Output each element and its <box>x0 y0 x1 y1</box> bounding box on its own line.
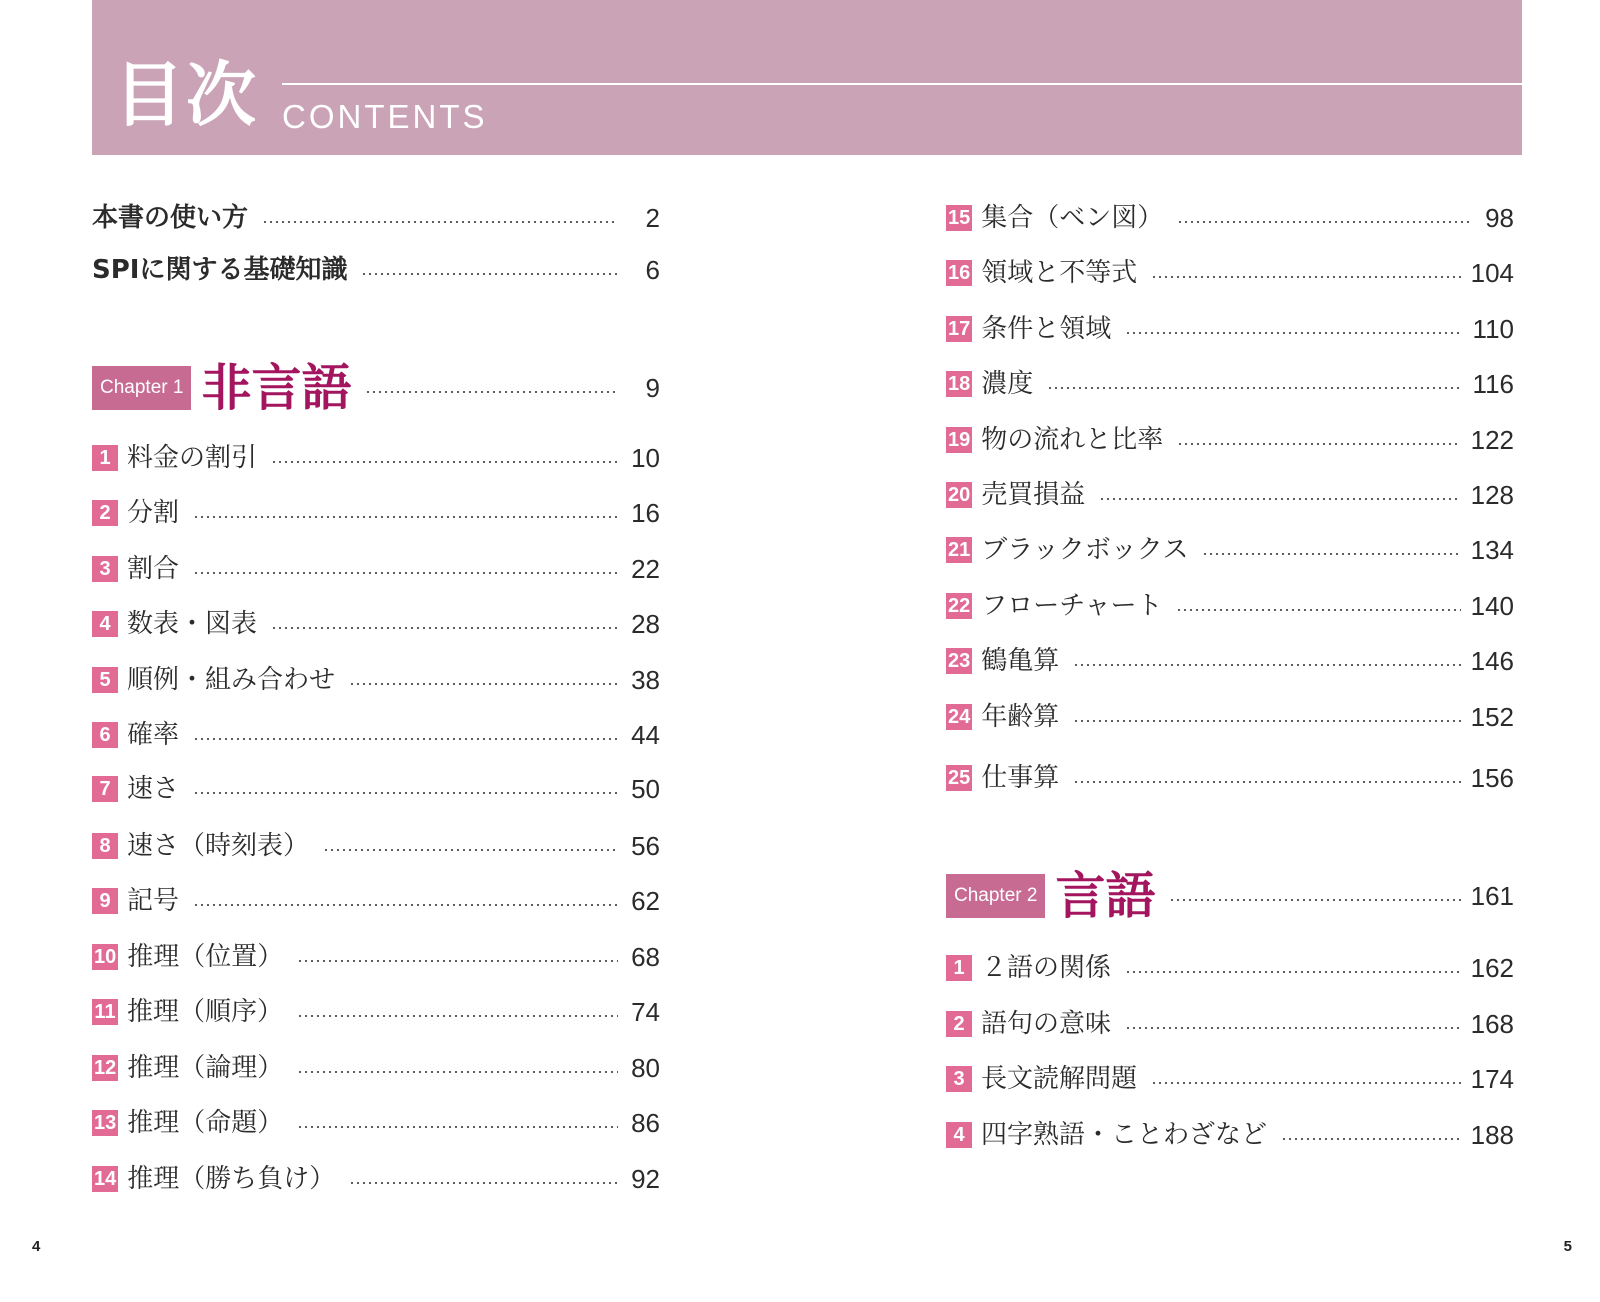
toc-entry-page: 10 <box>631 443 660 473</box>
dot-leader <box>1281 1138 1461 1140</box>
number-badge: 22 <box>948 595 971 617</box>
contents-header <box>92 0 1522 155</box>
number-badge: 23 <box>948 650 971 672</box>
toc-entry-label: SPIに関する基礎知識 <box>92 255 348 285</box>
number-badge: 25 <box>948 767 971 789</box>
number-badge: 4 <box>92 611 118 637</box>
toc-entry-page: 146 <box>1470 646 1514 676</box>
dot-leader <box>297 960 618 962</box>
toc-entry-page: 22 <box>631 554 660 584</box>
toc-entry-label: 速さ（時刻表） <box>127 831 310 861</box>
dot-leader <box>1177 443 1460 445</box>
number-badge: 6 <box>92 722 118 748</box>
toc-entry-label: 仕事算 <box>981 763 1060 793</box>
number-badge: 20 <box>948 484 971 506</box>
toc-entry-label: 確率 <box>127 720 180 750</box>
toc-entry-label: 売買損益 <box>981 480 1086 510</box>
toc-entry-label: 濃度 <box>981 369 1034 399</box>
toc-entry-label: 分割 <box>127 498 180 528</box>
dot-leader <box>1202 553 1460 555</box>
toc-entry-label: 割合 <box>127 554 180 584</box>
toc-entry[interactable] <box>92 551 660 587</box>
toc-entry[interactable] <box>946 1117 1514 1153</box>
dot-leader <box>349 683 618 685</box>
number-badge: 2 <box>946 1011 972 1037</box>
dot-leader <box>1176 609 1460 611</box>
number-badge: 24 <box>948 706 971 728</box>
number-badge: 15 <box>948 207 971 229</box>
dot-leader <box>1151 276 1460 278</box>
toc-entry-page: 86 <box>631 1108 660 1138</box>
toc-entry[interactable] <box>92 828 660 864</box>
dot-leader <box>193 738 618 740</box>
number-badge: 19 <box>948 429 971 451</box>
number-badge: 11 <box>92 999 118 1025</box>
toc-entry-page: 174 <box>1470 1064 1514 1094</box>
toc-entry[interactable] <box>946 477 1514 513</box>
dot-leader <box>1073 781 1460 783</box>
toc-entry-label: 長文読解問題 <box>981 1064 1138 1094</box>
dot-leader <box>323 849 618 851</box>
toc-entry-label: フローチャート <box>981 591 1163 621</box>
toc-entry[interactable] <box>92 771 660 807</box>
number-badge: 14 <box>94 1168 117 1190</box>
dot-leader <box>193 516 618 518</box>
toc-entry[interactable] <box>946 1006 1514 1042</box>
chapter-2-heading[interactable] <box>946 868 1514 924</box>
dot-leader <box>271 461 618 463</box>
toc-entry[interactable] <box>946 1061 1514 1097</box>
number-badge: 10 <box>94 946 117 968</box>
toc-entry-page: 152 <box>1470 702 1514 732</box>
toc-entry-page: 6 <box>645 255 660 285</box>
toc-entry-page: 104 <box>1470 258 1514 288</box>
toc-entry[interactable] <box>946 532 1514 568</box>
toc-entry-page: 98 <box>1485 203 1514 233</box>
chapter-title: 言語 <box>1055 867 1156 925</box>
toc-entry-page: 162 <box>1470 953 1514 983</box>
number-badge: 17 <box>948 318 971 340</box>
toc-entry-label: ブラックボックス <box>981 535 1189 565</box>
toc-entry-label: 領域と不等式 <box>981 258 1138 288</box>
toc-entry[interactable] <box>92 606 660 642</box>
toc-entry[interactable] <box>946 699 1514 735</box>
toc-entry-page: 38 <box>631 665 660 695</box>
toc-entry-intro-1[interactable] <box>92 200 660 236</box>
number-badge: 12 <box>94 1057 117 1079</box>
dot-leader <box>262 221 618 223</box>
dot-leader <box>1169 899 1460 901</box>
toc-entry-page: 68 <box>631 942 660 972</box>
dot-leader <box>361 273 618 275</box>
toc-entry-page: 2 <box>645 203 660 233</box>
toc-entry[interactable] <box>946 422 1514 458</box>
dot-leader <box>1177 221 1472 223</box>
toc-entry[interactable] <box>946 200 1514 236</box>
dot-leader <box>1125 971 1461 973</box>
toc-entry-label: 推理（順序） <box>127 997 284 1027</box>
toc-entry[interactable] <box>92 495 660 531</box>
toc-entry-page: 140 <box>1470 591 1514 621</box>
dot-leader <box>1125 332 1462 334</box>
number-badge: 3 <box>92 556 118 582</box>
chapter-badge: Chapter 2 <box>946 874 1045 918</box>
toc-entry-page: 16 <box>631 498 660 528</box>
toc-entry-label: 集合（ベン図） <box>981 203 1164 233</box>
toc-entry[interactable] <box>92 939 660 975</box>
toc-entry[interactable] <box>92 1050 660 1086</box>
toc-entry-label: 鶴亀算 <box>981 646 1060 676</box>
chapter-title: 非言語 <box>201 359 352 417</box>
toc-entry[interactable] <box>92 994 660 1030</box>
toc-entry-label: 推理（命題） <box>127 1108 284 1138</box>
dot-leader <box>1099 498 1460 500</box>
toc-entry[interactable] <box>92 1105 660 1141</box>
number-badge: 5 <box>92 667 118 693</box>
toc-entry-label: 語句の意味 <box>981 1009 1112 1039</box>
toc-entry-page: 9 <box>645 373 660 403</box>
toc-entry[interactable] <box>946 255 1514 291</box>
toc-entry-label: 物の流れと比率 <box>981 425 1164 455</box>
number-badge: 9 <box>92 888 118 914</box>
dot-leader <box>271 627 618 629</box>
dot-leader <box>297 1015 618 1017</box>
toc-entry-page: 168 <box>1470 1009 1514 1039</box>
number-badge: 2 <box>92 500 118 526</box>
toc-entry-page: 50 <box>631 774 660 804</box>
page-number-right: 5 <box>1563 1238 1572 1255</box>
toc-entry[interactable] <box>92 440 660 476</box>
toc-entry-intro-2[interactable] <box>92 252 660 288</box>
dot-leader <box>349 1182 618 1184</box>
dot-leader <box>1073 664 1460 666</box>
toc-entry-label: 数表・図表 <box>127 609 258 639</box>
number-badge: 13 <box>94 1112 117 1134</box>
toc-entry[interactable] <box>92 883 660 919</box>
toc-entry-label: 記号 <box>127 886 180 916</box>
number-badge: 3 <box>946 1066 972 1092</box>
toc-entry-label: ２語の関係 <box>981 953 1112 983</box>
number-badge: 18 <box>948 373 971 395</box>
toc-entry-page: 156 <box>1470 763 1514 793</box>
dot-leader <box>297 1126 618 1128</box>
toc-entry[interactable] <box>92 662 660 698</box>
page-number-left: 4 <box>32 1238 41 1255</box>
toc-entry-page: 80 <box>631 1053 660 1083</box>
toc-entry-page: 128 <box>1470 480 1514 510</box>
chapter-badge: Chapter 1 <box>92 366 191 410</box>
toc-entry-label: 順例・組み合わせ <box>127 665 336 695</box>
dot-leader <box>1125 1027 1461 1029</box>
number-badge: 1 <box>92 445 118 471</box>
toc-entry[interactable] <box>946 760 1514 796</box>
dot-leader <box>365 391 618 393</box>
toc-entry[interactable] <box>946 588 1514 624</box>
dot-leader <box>1047 387 1462 389</box>
header-rule <box>282 83 1522 85</box>
toc-entry-label: 推理（位置） <box>127 942 284 972</box>
number-badge: 4 <box>946 1122 972 1148</box>
toc-entry-page: 62 <box>631 886 660 916</box>
page-title: 目次 <box>114 54 258 136</box>
toc-entry-label: 推理（勝ち負け） <box>127 1164 336 1194</box>
toc-entry[interactable] <box>946 311 1514 347</box>
toc-entry-page: 122 <box>1470 425 1514 455</box>
toc-entry[interactable] <box>946 950 1514 986</box>
number-badge: 21 <box>948 539 971 561</box>
toc-entry-label: 年齢算 <box>981 702 1060 732</box>
number-badge: 8 <box>92 833 118 859</box>
page-subtitle: CONTENTS <box>282 98 488 135</box>
toc-entry-page: 56 <box>631 831 660 861</box>
toc-entry-label: 速さ <box>127 774 180 804</box>
dot-leader <box>297 1071 618 1073</box>
toc-entry-page: 110 <box>1472 314 1514 344</box>
toc-entry-page: 44 <box>631 720 660 750</box>
dot-leader <box>1151 1082 1461 1084</box>
toc-entry-page: 161 <box>1470 881 1514 911</box>
toc-entry[interactable] <box>92 717 660 753</box>
dot-leader <box>1073 720 1460 722</box>
number-badge: 16 <box>948 262 971 284</box>
number-badge: 7 <box>92 776 118 802</box>
toc-entry-page: 134 <box>1470 535 1514 565</box>
toc-entry-label: 推理（論理） <box>127 1053 284 1083</box>
toc-entry-label: 四字熟語・ことわざなど <box>981 1120 1268 1150</box>
dot-leader <box>193 572 618 574</box>
number-badge: 1 <box>946 955 972 981</box>
toc-entry-page: 116 <box>1472 369 1514 399</box>
dot-leader <box>193 792 618 794</box>
chapter-1-heading[interactable] <box>92 360 660 416</box>
toc-entry[interactable] <box>946 366 1514 402</box>
toc-entry-page: 28 <box>631 609 660 639</box>
toc-entry[interactable] <box>92 1161 660 1197</box>
toc-entry-page: 188 <box>1470 1120 1514 1150</box>
toc-entry-label: 本書の使い方 <box>92 203 249 233</box>
toc-entry-label: 料金の割引 <box>127 443 258 473</box>
dot-leader <box>193 904 618 906</box>
toc-entry-page: 74 <box>631 997 660 1027</box>
toc-entry-page: 92 <box>631 1164 660 1194</box>
toc-entry-label: 条件と領域 <box>981 314 1112 344</box>
toc-entry[interactable] <box>946 643 1514 679</box>
